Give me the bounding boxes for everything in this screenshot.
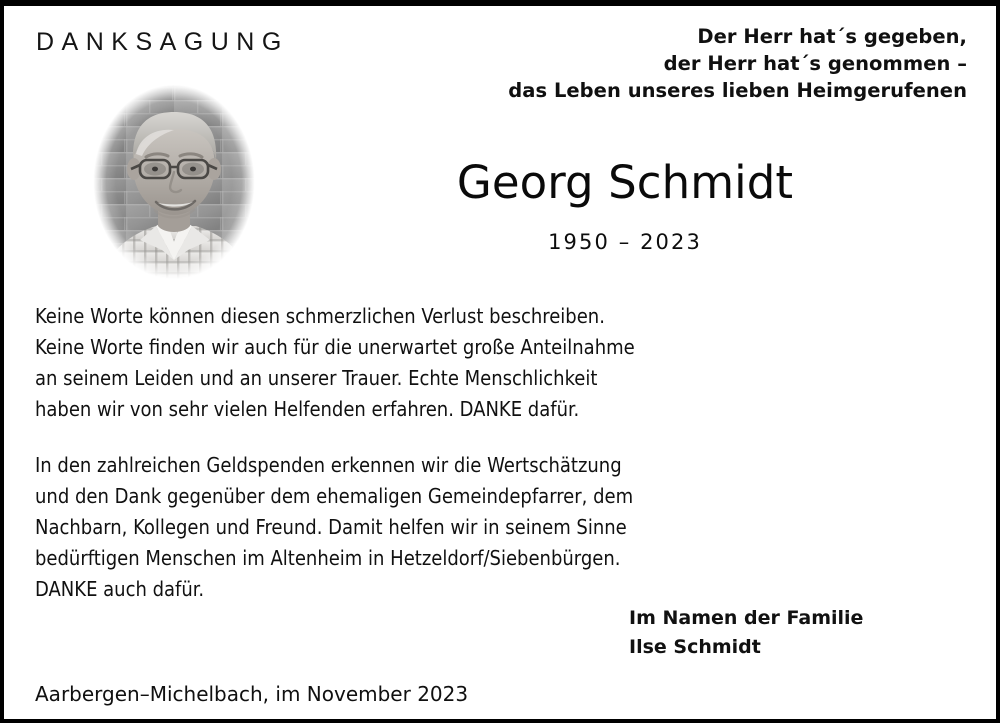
deceased-dates: 1950 – 2023 — [548, 230, 702, 254]
body-paragraph-1 — [35, 301, 765, 425]
paragraph-2-line-4: bedürftigen Menschen im Altenheim in Hetzeldorf/Siebenbürgen. — [35, 546, 621, 570]
verse-line-3: das Leben unseres lieben Heimgerufenen — [508, 79, 967, 102]
portrait-photo — [78, 74, 270, 290]
paragraph-1-line-1: Keine Worte können diesen schmerzlichen Verlust beschreiben. — [35, 304, 605, 328]
body-paragraph-2 — [35, 450, 765, 605]
paragraph-1-line-4: haben wir von sehr vielen Helfenden erfahren. DANKE dafür. — [35, 397, 580, 421]
signature-block — [629, 604, 863, 662]
memorial-verse — [508, 23, 967, 104]
portrait-photo-image — [78, 74, 270, 290]
paragraph-2-line-3: Nachbarn, Kollegen und Freund. Damit helfen wir in seinem Sinne — [35, 515, 627, 539]
signature-line-name: Ilse Schmidt — [629, 636, 761, 658]
notice-body — [35, 301, 765, 605]
verse-line-1: Der Herr hat´s gegeben, — [697, 25, 967, 48]
notice-heading: DANKSAGUNG — [36, 28, 289, 56]
paragraph-2-line-5: DANKE auch dafür. — [35, 577, 205, 601]
paragraph-2-line-1: In den zahlreichen Geldspenden erkennen wir die Wertschätzung — [35, 453, 622, 477]
notice-canvas — [4, 6, 996, 719]
signature-line-family: Im Namen der Familie — [629, 607, 864, 629]
border-frame-bottom — [0, 719, 1000, 723]
paragraph-2-line-2: und den Dank gegenüber dem ehemaligen Gemeindepfarrer, dem — [35, 484, 634, 508]
paragraph-1-line-3: an seinem Leiden und an unserer Trauer. Echte Menschlichkeit — [35, 366, 598, 390]
place-and-date: Aarbergen–Michelbach, im November 2023 — [35, 682, 469, 706]
border-frame-right — [996, 0, 1000, 723]
verse-line-2: der Herr hat´s genommen – — [663, 52, 967, 75]
deceased-name: Georg Schmidt — [456, 156, 794, 209]
paragraph-1-line-2: Keine Worte finden wir auch für die unerwartet große Anteilnahme — [35, 335, 635, 359]
